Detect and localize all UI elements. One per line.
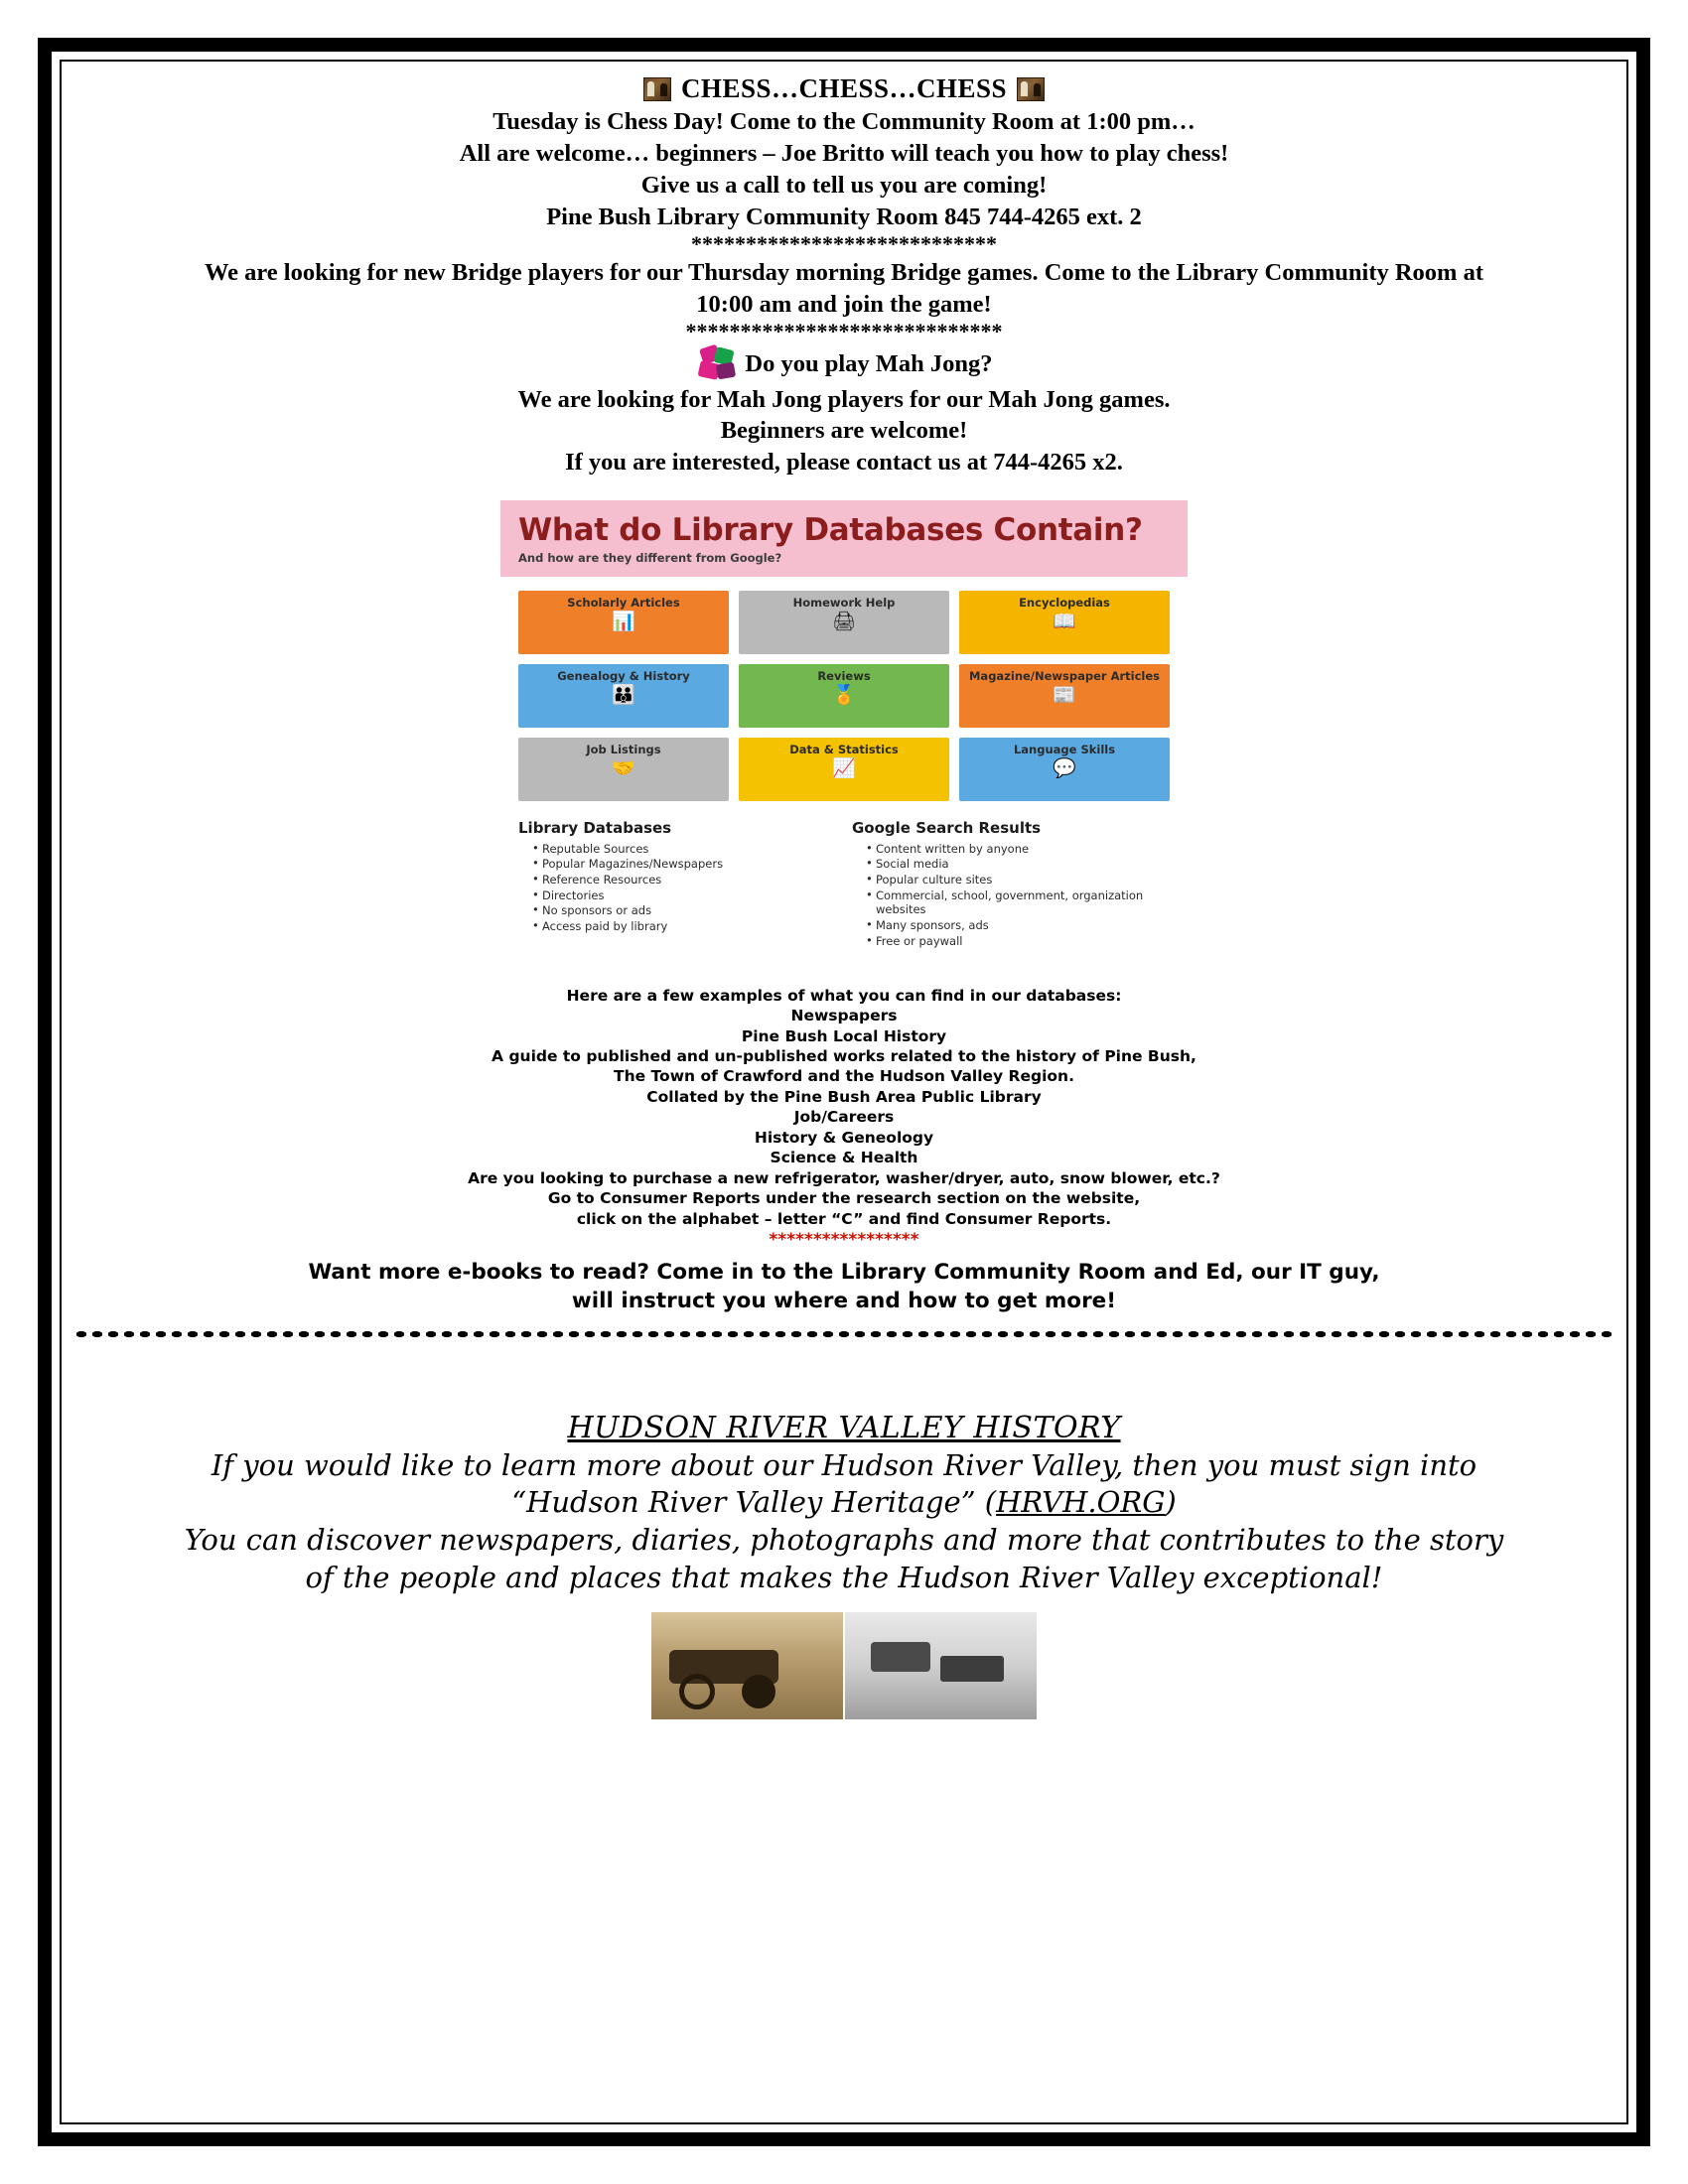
list-item: • Popular Magazines/Newspapers: [532, 857, 836, 872]
bridge-line-1: We are looking for new Bridge players for our Thursday morning Bridge games. Come to the Library Community Room at: [204, 258, 1484, 286]
tile-magazine-newspaper-articles: [959, 664, 1170, 728]
printer-icon: 🖨: [831, 611, 857, 633]
infographic-header: [500, 500, 1188, 577]
list-item: • Directories: [532, 888, 836, 903]
chess-line-1: Tuesday is Chess Day! Come to the Community Room at 1:00 pm…: [492, 108, 1196, 136]
library-databases-heading: Library Databases: [518, 818, 672, 837]
library-databases-list: [518, 842, 836, 934]
library-databases-column: [518, 819, 836, 950]
tile-label: Reviews: [817, 668, 871, 683]
tile-scholarly-articles: [518, 591, 729, 654]
list-item: • No sponsors or ads: [532, 903, 836, 918]
hudson-line-2-pre: “Hudson River Valley Heritage” (: [511, 1485, 997, 1520]
examples-line-6: Collated by the Pine Bush Area Public Library: [646, 1087, 1042, 1106]
hudson-line-4: of the people and places that makes the Hudson River Valley exceptional!: [305, 1560, 1383, 1594]
mahjong-heading: Do you play Mah Jong?: [745, 349, 993, 377]
newspaper-icon: 📰: [1053, 684, 1076, 707]
ebooks-section: [73, 1258, 1615, 1315]
google-results-column: [852, 819, 1170, 950]
tile-label: Magazine/Newspaper Articles: [968, 668, 1161, 683]
list-item: • Free or paywall: [866, 934, 1170, 949]
chess-pieces-icon: [643, 77, 671, 101]
list-item: • Reference Resources: [532, 873, 836, 887]
list-item: • Commercial, school, government, organization websites: [866, 888, 1170, 917]
examples-line-10: Are you looking to purchase a new refrigerator, washer/dryer, auto, snow blower, etc.?: [468, 1168, 1220, 1187]
award-ribbon-icon: 🏅: [832, 684, 856, 707]
flyer-content: [73, 71, 1615, 2111]
family-icon: 👪: [612, 684, 635, 707]
divider-stars-1: ****************************: [691, 231, 997, 257]
hudson-photo-strip: [651, 1612, 1037, 1719]
divider-stars-2: *****************************: [685, 319, 1003, 344]
mahjong-line-2: Beginners are welcome!: [720, 417, 968, 445]
bridge-section: [73, 257, 1615, 344]
google-results-heading: Google Search Results: [852, 818, 1042, 837]
hudson-title: HUDSON RIVER VALLEY HISTORY: [567, 1410, 1121, 1445]
hudson-river-valley-section: [73, 1409, 1615, 1720]
tile-language-skills: [959, 738, 1170, 801]
speech-bubbles-icon: 💬: [1053, 757, 1076, 780]
database-infographic: [500, 500, 1188, 968]
tile-encyclopedias: [959, 591, 1170, 654]
hudson-line-2-post: ): [1165, 1485, 1177, 1520]
examples-line-11: Go to Consumer Reports under the research section on the website,: [547, 1189, 1141, 1208]
infographic-card: [500, 500, 1188, 968]
tile-job-listings: [518, 738, 729, 801]
hudson-line-2: [73, 1484, 1615, 1522]
hudson-line-1: If you would like to learn more about our Hudson River Valley, then you must sign into: [211, 1447, 1477, 1482]
hudson-line-3: You can discover newspapers, diaries, photographs and more that contributes to the story: [184, 1522, 1504, 1557]
tile-homework-help: [739, 591, 949, 654]
examples-line-1: Here are a few examples of what you can find in our databases:: [566, 986, 1122, 1005]
divider-stars-red: *****************: [769, 1230, 919, 1251]
examples-line-9: Science & Health: [770, 1149, 918, 1167]
chess-section: [73, 71, 1615, 257]
mahjong-line-1: We are looking for Mah Jong players for our Mah Jong games.: [517, 385, 1171, 413]
mahjong-line-3: If you are interested, please contact us at 744-4265 x2.: [565, 449, 1123, 477]
comparison-columns: [500, 807, 1188, 968]
examples-line-12: click on the alphabet – letter “C” and find Consumer Reports.: [576, 1209, 1112, 1228]
infographic-subtitle: And how are they different from Google?: [518, 550, 782, 565]
list-item: • Access paid by library: [532, 919, 836, 934]
list-item: • Popular culture sites: [866, 873, 1170, 887]
open-book-icon: 📖: [1053, 611, 1076, 633]
examples-line-4: A guide to published and un-published works related to the history of Pine Bush,: [492, 1047, 1196, 1065]
chess-title-row: [73, 71, 1615, 106]
chess-title: CHESS…CHESS…CHESS: [680, 73, 1008, 103]
tile-label: Genealogy & History: [557, 668, 690, 683]
chess-line-4: Pine Bush Library Community Room 845 744-4265 ext. 2: [546, 203, 1142, 230]
tile-label: Language Skills: [1013, 742, 1116, 756]
vintage-automobile-photo: [651, 1612, 843, 1719]
google-results-list: [852, 842, 1170, 949]
dotted-divider: [73, 1329, 1615, 1339]
tile-label: Scholarly Articles: [567, 595, 680, 610]
mahjong-heading-row: [73, 344, 1615, 384]
chess-line-2: All are welcome… beginners – Joe Britto will teach you how to play chess!: [459, 139, 1229, 167]
hrvh-link[interactable]: HRVH.ORG: [996, 1485, 1166, 1520]
tile-genealogy-history: [518, 664, 729, 728]
tile-data-statistics: [739, 738, 949, 801]
ebooks-line-1: Want more e-books to read? Come in to the Library Community Room and Ed, our IT guy,: [308, 1259, 1380, 1285]
examples-line-8: History & Geneology: [754, 1128, 934, 1147]
infographic-title: What do Library Databases Contain?: [518, 512, 1143, 549]
bridge-line-2: 10:00 am and join the game!: [696, 290, 992, 318]
examples-line-7: Job/Careers: [793, 1108, 895, 1127]
tile-label: Data & Statistics: [789, 742, 899, 756]
chess-line-3: Give us a call to tell us you are coming!: [640, 171, 1048, 199]
handshake-icon: 🤝: [612, 757, 635, 780]
mahjong-section: [73, 344, 1615, 479]
examples-line-3: Pine Bush Local History: [741, 1026, 947, 1045]
tile-reviews: [739, 664, 949, 728]
mahjong-tiles-icon: [695, 344, 743, 384]
database-examples-section: [73, 986, 1615, 1252]
bar-chart-icon: 📊: [612, 611, 635, 633]
horse-and-wagon-photo: [845, 1612, 1037, 1719]
ebooks-line-2: will instruct you where and how to get more!: [571, 1288, 1117, 1313]
tile-label: Homework Help: [792, 595, 896, 610]
examples-line-2: Newspapers: [790, 1007, 898, 1025]
tile-label: Encyclopedias: [1019, 595, 1110, 610]
chess-pieces-icon: [1017, 77, 1045, 101]
list-item: • Many sponsors, ads: [866, 918, 1170, 933]
list-item: • Reputable Sources: [532, 842, 836, 857]
list-item: • Social media: [866, 857, 1170, 872]
infographic-tiles: [500, 577, 1188, 807]
tile-label: Job Listings: [586, 742, 661, 756]
list-item: • Content written by anyone: [866, 842, 1170, 857]
line-chart-icon: 📈: [832, 757, 856, 780]
examples-line-5: The Town of Crawford and the Hudson Valley Region.: [614, 1067, 1074, 1086]
